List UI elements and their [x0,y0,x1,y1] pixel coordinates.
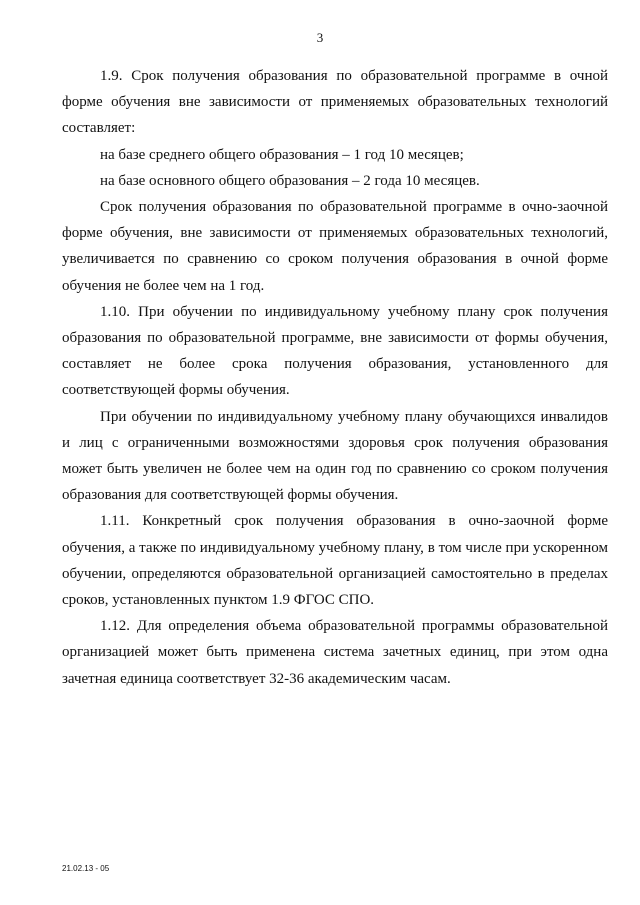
footer-code: 21.02.13 - 05 [62,864,110,873]
paragraph-1-10: 1.10. При обучении по индивидуальному учебному плану срок получения образования по образовательной программе, вне зависимости от формы обучения, составляет не более срока получения образования, установленного для соответствующей формы обучения. [62,303,608,399]
paragraph-disabled-students: При обучении по индивидуальному учебному плану обучающихся инвалидов и лиц с ограниченными возможностями здоровья срок получения образования может быть увеличен не более чем на один год по сравнению со сроком получения образования для соответствующей формы обучения. [62,408,608,504]
paragraph-1-11: 1.11. Конкретный срок получения образования в очно-заочной форме обучения, а также по индивидуальному учебному плану, в том числе при ускоренном обучении, определяются образовательной организацией самостоятельно в пределах сроков, установленных пунктом 1.9 ФГОС СПО. [62,513,608,609]
paragraph-1-9: 1.9. Срок получения образования по образовательной программе в очной форме обучения вне зависимости от применяемых образовательных технологий составляет: [62,68,608,137]
paragraph-1-12: 1.12. Для определения объема образовательной программы образовательной организацией может быть применена система зачетных единиц, при этом одна зачетная единица соответствует 32-36 академическим часам. [62,618,608,687]
paragraph-part-time: Срок получения образования по образовательной программе в очно-заочной форме обучения, вне зависимости от применяемых образовательных технологий, увеличивается по сравнению со сроком получения образования в очной форме обучения не более чем на 1 год. [62,199,608,294]
document-body [62,63,608,692]
page-number: 3 [316,30,324,45]
list-item-secondary-general: на базе среднего общего образования – 1 год 10 месяцев; [100,146,464,163]
list-item-basic-general: на базе основного общего образования – 2 года 10 месяцев. [100,172,480,189]
